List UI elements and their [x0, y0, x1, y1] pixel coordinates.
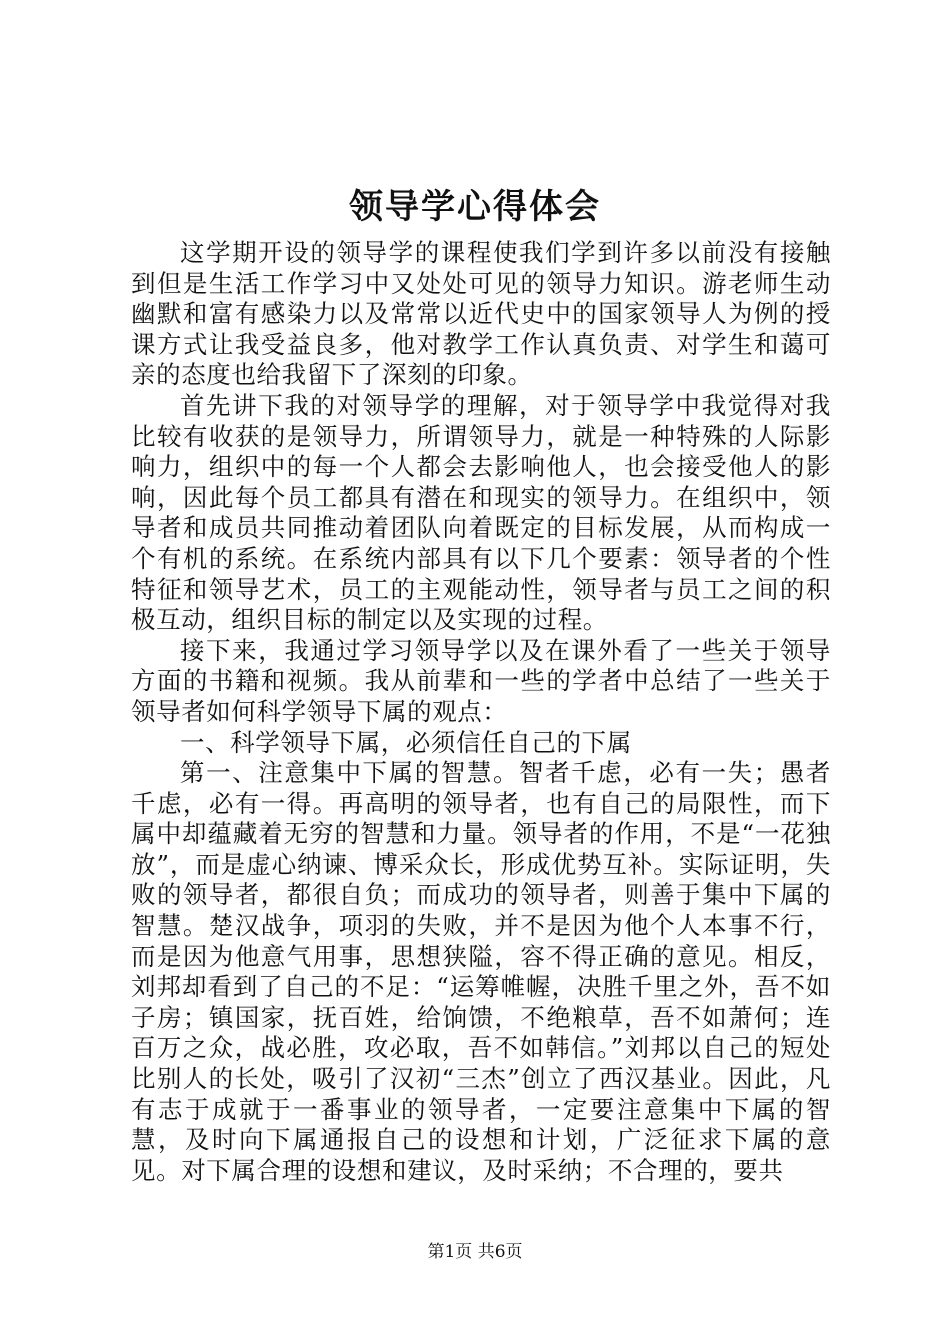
paragraph: 接下来，我通过学习领导学以及在课外看了一些关于领导方面的书籍和视频。我从前辈和一些的学者中总结了一些关于领导者如何科学领导下属的观点： [131, 635, 831, 726]
page-number-footer: 第1页 共6页 [427, 1242, 523, 1262]
document-body [131, 238, 831, 1186]
paragraph: 首先讲下我的对领导学的理解，对于领导学中我觉得对我比较有收获的是领导力，所谓领导力，就是一种特殊的人际影响力，组织中的每一个人都会去影响他人，也会接受他人的影响，因此每个员工都具有潜在和现实的领导力。在组织中，领导者和成员共同推动着团队向着既定的目标发展，从而构成一个有机的系统。在系统内部具有以下几个要素：领导者的个性特征和领导艺术，员工的主观能动性，领导者与员工之间的积极互动，组织目标的制定以及实现的过程。 [131, 390, 831, 635]
paragraph: 这学期开设的领导学的课程使我们学到许多以前没有接触到但是生活工作学习中又处处可见的领导力知识。游老师生动幽默和富有感染力以及常常以近代史中的国家领导人为例的授课方式让我受益良多，他对教学工作认真负责、对学生和蔼可亲的态度也给我留下了深刻的印象。 [131, 238, 831, 390]
paragraph: 第一、注意集中下属的智慧。智者千虑，必有一失；愚者千虑，必有一得。再高明的领导者，也有自己的局限性，而下属中却蕴藏着无穷的智慧和力量。领导者的作用，不是“一花独放”，而是虚心纳谏、博采众长，形成优势互补。实际证明，失败的领导者，都很自负；而成功的领导者，则善于集中下属的智慧。楚汉战争，项羽的失败，并不是因为他个人本事不行，而是因为他意气用事，思想狭隘，容不得正确的意见。相反，刘邦却看到了自己的不足：“运筹帷幄，决胜千里之外，吾不如子房；镇国家，抚百姓，给饷馈，不绝粮草，吾不如萧何；连百万之众，战必胜，攻必取，吾不如韩信。”刘邦以自己的短处比别人的长处，吸引了汉初“三杰”创立了西汉基业。因此，凡有志于成就于一番事业的领导者，一定要注意集中下属的智慧，及时向下属通报自己的设想和计划，广泛征求下属的意见。对下属合理的设想和建议，及时采纳；不合理的，要共 [131, 758, 831, 1185]
section-heading: 一、科学领导下属，必须信任自己的下属 [180, 727, 632, 757]
document-title: 领导学心得体会 [349, 187, 601, 227]
